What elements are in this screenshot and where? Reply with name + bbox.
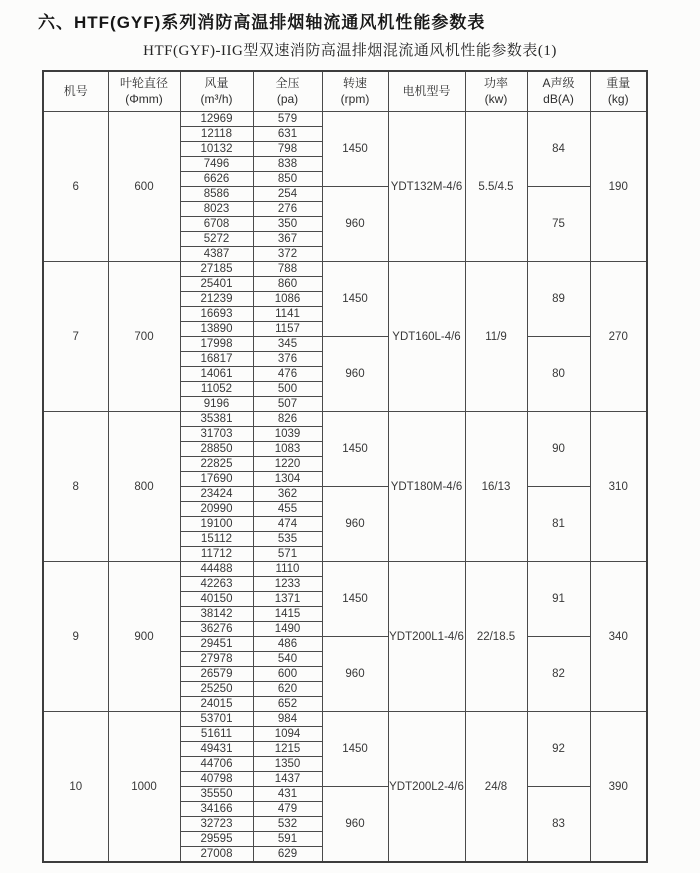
cell-impeller-diameter: 1000 (108, 712, 180, 863)
page-title: 六、HTF(GYF)系列消防高温排烟轴流通风机性能参数表 (38, 13, 486, 32)
cell-air-volume: 27008 (180, 847, 253, 863)
header-air-volume (180, 71, 253, 112)
cell-total-pressure: 479 (253, 802, 322, 817)
cell-total-pressure: 850 (253, 172, 322, 187)
cell-speed: 960 (322, 337, 388, 412)
cell-air-volume: 35550 (180, 787, 253, 802)
cell-machine-no: 10 (43, 712, 108, 863)
cell-speed: 960 (322, 187, 388, 262)
cell-air-volume: 8023 (180, 202, 253, 217)
header-speed (322, 71, 388, 112)
header-label: 功率 (483, 75, 508, 90)
cell-air-volume: 7496 (180, 157, 253, 172)
table-row (43, 562, 647, 577)
cell-air-volume: 34166 (180, 802, 253, 817)
cell-speed: 1450 (322, 562, 388, 637)
header-label: A声级 (542, 75, 575, 90)
cell-total-pressure: 798 (253, 142, 322, 157)
cell-air-volume: 27185 (180, 262, 253, 277)
cell-air-volume: 36276 (180, 622, 253, 637)
cell-air-volume: 14061 (180, 367, 253, 382)
cell-air-volume: 28850 (180, 442, 253, 457)
cell-air-volume: 23424 (180, 487, 253, 502)
cell-motor-model: YDT200L1-4/6 (388, 562, 465, 712)
cell-power: 22/18.5 (465, 562, 527, 712)
cell-total-pressure: 367 (253, 232, 322, 247)
cell-air-volume: 8586 (180, 187, 253, 202)
cell-power: 16/13 (465, 412, 527, 562)
cell-total-pressure: 1110 (253, 562, 322, 577)
cell-total-pressure: 500 (253, 382, 322, 397)
cell-total-pressure: 1094 (253, 727, 322, 742)
cell-air-volume: 16817 (180, 352, 253, 367)
cell-air-volume: 25250 (180, 682, 253, 697)
cell-air-volume: 42263 (180, 577, 253, 592)
header-label: 机号 (63, 83, 88, 98)
cell-total-pressure: 984 (253, 712, 322, 727)
cell-sound-level: 82 (527, 637, 590, 712)
cell-air-volume: 17998 (180, 337, 253, 352)
cell-total-pressure: 455 (253, 502, 322, 517)
cell-air-volume: 19100 (180, 517, 253, 532)
cell-sound-level: 81 (527, 487, 590, 562)
header-row (43, 71, 647, 112)
cell-total-pressure: 591 (253, 832, 322, 847)
cell-power: 11/9 (465, 262, 527, 412)
header-unit: (m³/h) (200, 91, 233, 106)
cell-total-pressure: 1233 (253, 577, 322, 592)
header-impeller-diameter (108, 71, 180, 112)
header-sound-level (527, 71, 590, 112)
cell-total-pressure: 1371 (253, 592, 322, 607)
cell-total-pressure: 372 (253, 247, 322, 262)
cell-air-volume: 16693 (180, 307, 253, 322)
cell-total-pressure: 1086 (253, 292, 322, 307)
table-row (43, 262, 647, 277)
cell-total-pressure: 579 (253, 112, 322, 127)
header-label: 转速 (342, 75, 367, 90)
header-weight (590, 71, 647, 112)
cell-total-pressure: 1437 (253, 772, 322, 787)
cell-total-pressure: 507 (253, 397, 322, 412)
cell-air-volume: 15112 (180, 532, 253, 547)
cell-air-volume: 4387 (180, 247, 253, 262)
cell-total-pressure: 860 (253, 277, 322, 292)
cell-total-pressure: 345 (253, 337, 322, 352)
cell-speed: 960 (322, 637, 388, 712)
cell-air-volume: 17690 (180, 472, 253, 487)
cell-air-volume: 49431 (180, 742, 253, 757)
cell-motor-model: YDT160L-4/6 (388, 262, 465, 412)
cell-total-pressure: 1415 (253, 607, 322, 622)
cell-total-pressure: 600 (253, 667, 322, 682)
cell-air-volume: 22825 (180, 457, 253, 472)
cell-motor-model: YDT200L2-4/6 (388, 712, 465, 863)
cell-power: 24/8 (465, 712, 527, 863)
table-body (43, 112, 647, 863)
cell-impeller-diameter: 700 (108, 262, 180, 412)
cell-total-pressure: 276 (253, 202, 322, 217)
cell-air-volume: 12969 (180, 112, 253, 127)
cell-air-volume: 44488 (180, 562, 253, 577)
header-label: 重量 (606, 75, 631, 90)
cell-sound-level: 92 (527, 712, 590, 787)
cell-machine-no: 9 (43, 562, 108, 712)
header-unit: (kg) (607, 91, 629, 106)
cell-speed: 1450 (322, 262, 388, 337)
header-motor-model (388, 71, 465, 112)
header-unit: (pa) (276, 91, 299, 106)
cell-air-volume: 20990 (180, 502, 253, 517)
cell-sound-level: 75 (527, 187, 590, 262)
cell-air-volume: 26579 (180, 667, 253, 682)
cell-total-pressure: 838 (253, 157, 322, 172)
cell-total-pressure: 1215 (253, 742, 322, 757)
cell-air-volume: 12118 (180, 127, 253, 142)
cell-air-volume: 29451 (180, 637, 253, 652)
cell-sound-level: 80 (527, 337, 590, 412)
cell-air-volume: 24015 (180, 697, 253, 712)
cell-air-volume: 35381 (180, 412, 253, 427)
cell-speed: 1450 (322, 112, 388, 187)
header-machine-no (43, 71, 108, 112)
header-unit: (kw) (484, 91, 508, 106)
cell-air-volume: 6708 (180, 217, 253, 232)
header-label: 风量 (204, 75, 229, 90)
table-row (43, 712, 647, 727)
cell-total-pressure: 1141 (253, 307, 322, 322)
cell-total-pressure: 376 (253, 352, 322, 367)
cell-sound-level: 89 (527, 262, 590, 337)
cell-weight: 270 (590, 262, 647, 412)
cell-weight: 310 (590, 412, 647, 562)
header-label: 电机型号 (402, 83, 451, 98)
cell-total-pressure: 431 (253, 787, 322, 802)
cell-air-volume: 40150 (180, 592, 253, 607)
cell-air-volume: 10132 (180, 142, 253, 157)
cell-air-volume: 29595 (180, 832, 253, 847)
cell-machine-no: 8 (43, 412, 108, 562)
cell-total-pressure: 652 (253, 697, 322, 712)
cell-air-volume: 32723 (180, 817, 253, 832)
cell-machine-no: 6 (43, 112, 108, 262)
cell-total-pressure: 362 (253, 487, 322, 502)
cell-air-volume: 51611 (180, 727, 253, 742)
cell-total-pressure: 1083 (253, 442, 322, 457)
cell-total-pressure: 1220 (253, 457, 322, 472)
cell-power: 5.5/4.5 (465, 112, 527, 262)
cell-total-pressure: 631 (253, 127, 322, 142)
cell-total-pressure: 350 (253, 217, 322, 232)
cell-air-volume: 38142 (180, 607, 253, 622)
header-power (465, 71, 527, 112)
header-unit: (Φmm) (125, 91, 163, 106)
header-label: 叶轮直径 (119, 75, 168, 90)
cell-air-volume: 6626 (180, 172, 253, 187)
header-unit: (rpm) (340, 91, 370, 106)
cell-motor-model: YDT180M-4/6 (388, 412, 465, 562)
cell-sound-level: 91 (527, 562, 590, 637)
cell-total-pressure: 540 (253, 652, 322, 667)
cell-total-pressure: 1304 (253, 472, 322, 487)
fan-performance-table (42, 70, 648, 863)
cell-weight: 190 (590, 112, 647, 262)
cell-air-volume: 21239 (180, 292, 253, 307)
cell-total-pressure: 474 (253, 517, 322, 532)
cell-total-pressure: 476 (253, 367, 322, 382)
table-row (43, 412, 647, 427)
cell-weight: 340 (590, 562, 647, 712)
cell-motor-model: YDT132M-4/6 (388, 112, 465, 262)
table-row (43, 112, 647, 127)
cell-sound-level: 84 (527, 112, 590, 187)
header-unit: dB(A) (543, 91, 574, 106)
cell-total-pressure: 620 (253, 682, 322, 697)
table-header (43, 71, 647, 112)
cell-total-pressure: 535 (253, 532, 322, 547)
cell-total-pressure: 532 (253, 817, 322, 832)
cell-air-volume: 53701 (180, 712, 253, 727)
cell-speed: 1450 (322, 412, 388, 487)
cell-air-volume: 11712 (180, 547, 253, 562)
cell-impeller-diameter: 600 (108, 112, 180, 262)
cell-total-pressure: 571 (253, 547, 322, 562)
cell-speed: 960 (322, 487, 388, 562)
cell-air-volume: 5272 (180, 232, 253, 247)
cell-speed: 1450 (322, 712, 388, 787)
cell-sound-level: 90 (527, 412, 590, 487)
cell-impeller-diameter: 800 (108, 412, 180, 562)
cell-total-pressure: 1039 (253, 427, 322, 442)
cell-weight: 390 (590, 712, 647, 863)
cell-total-pressure: 486 (253, 637, 322, 652)
cell-total-pressure: 1157 (253, 322, 322, 337)
cell-air-volume: 27978 (180, 652, 253, 667)
header-label: 全压 (275, 75, 300, 90)
cell-air-volume: 9196 (180, 397, 253, 412)
cell-air-volume: 25401 (180, 277, 253, 292)
cell-air-volume: 13890 (180, 322, 253, 337)
page-subtitle: HTF(GYF)-IIG型双速消防高温排烟混流通风机性能参数表(1) (143, 43, 557, 59)
cell-air-volume: 44706 (180, 757, 253, 772)
cell-total-pressure: 1490 (253, 622, 322, 637)
cell-total-pressure: 254 (253, 187, 322, 202)
cell-total-pressure: 629 (253, 847, 322, 863)
cell-speed: 960 (322, 787, 388, 863)
cell-air-volume: 11052 (180, 382, 253, 397)
cell-air-volume: 31703 (180, 427, 253, 442)
cell-sound-level: 83 (527, 787, 590, 863)
cell-total-pressure: 788 (253, 262, 322, 277)
cell-impeller-diameter: 900 (108, 562, 180, 712)
header-total-pressure (253, 71, 322, 112)
cell-air-volume: 40798 (180, 772, 253, 787)
cell-total-pressure: 1350 (253, 757, 322, 772)
cell-machine-no: 7 (43, 262, 108, 412)
cell-total-pressure: 826 (253, 412, 322, 427)
